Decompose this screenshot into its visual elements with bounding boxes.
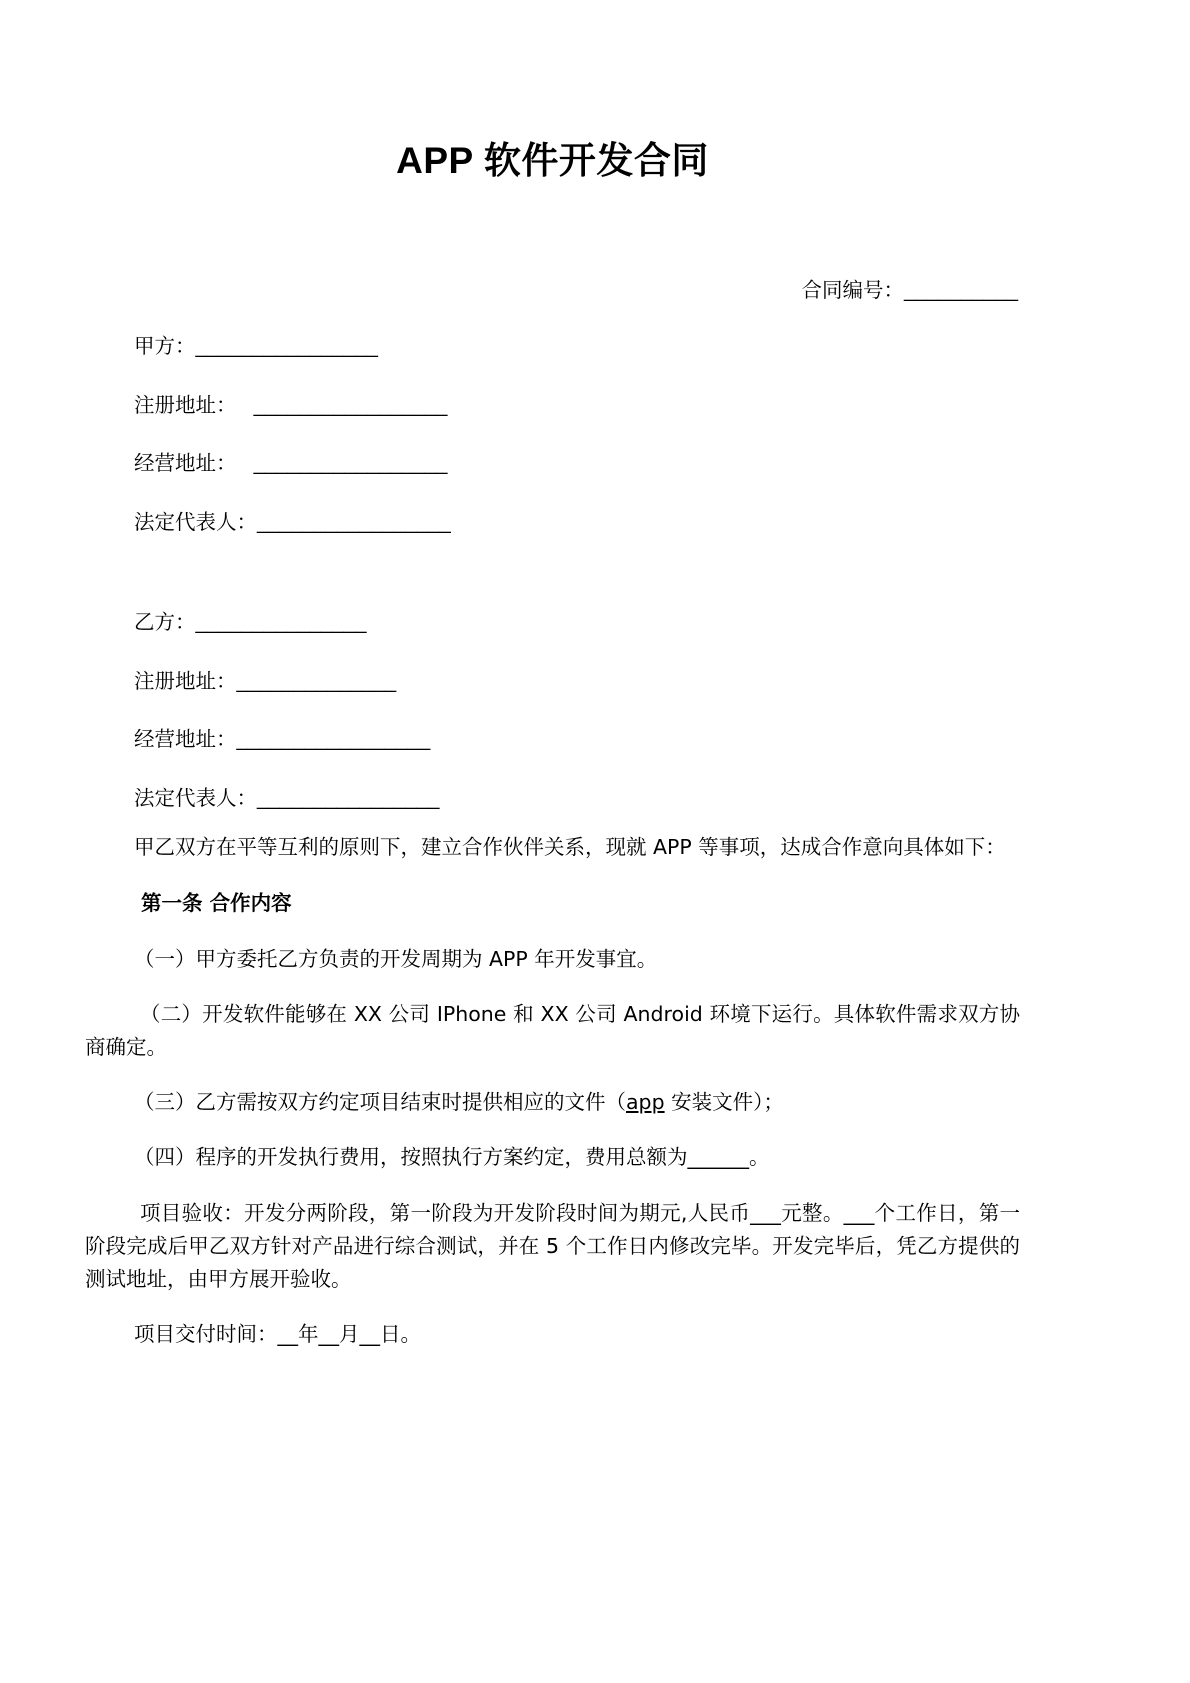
party-b-name-field: 乙方：_______________ (134, 610, 367, 634)
clause-two: （二）开发软件能够在 XX 公司 IPhone 和 XX 公司 Android 环境下运行。具体软件需求双方协商确定。 (85, 1001, 1020, 1060)
acceptance-paragraph: 项目验收：开发分两阶段，第一阶段为开发阶段时间为期元,人民币___元整。___个工作日，第一阶段完成后甲乙双方针对产品进行综合测试，并在 5 个工作日内修改完毕。开发完毕后，凭乙方提供的测试地址，由甲方展开验收。 (85, 1200, 1020, 1292)
party-a-name-field: 甲方：________________ (134, 334, 378, 358)
party-b-block (85, 608, 1020, 814)
contract-number-field: 合同编号：__________ (801, 279, 1018, 303)
party-a-business-address-field: 经营地址： _________________ (134, 452, 448, 476)
party-b-registered-address-field: 注册地址：______________ (134, 669, 397, 693)
clause-four: （四）程序的开发执行费用，按照执行方案约定，费用总额为______。 (134, 1145, 770, 1170)
party-a-block (85, 332, 1020, 538)
clause-three (85, 1086, 1020, 1119)
party-a-registered-address-field: 注册地址： _________________ (134, 393, 448, 417)
party-b-business-address-field: 经营地址：_________________ (134, 728, 431, 752)
intro-paragraph: 甲乙双方在平等互利的原则下，建立合作伙伴关系，现就 APP 等事项，达成合作意向具体如下： (134, 834, 1006, 859)
clause-one: （一）甲方委托乙方负责的开发周期为 APP 年开发事宜。 (134, 946, 658, 971)
page-title: APP 软件开发合同 (396, 140, 709, 181)
party-a-legal-representative-field: 法定代表人：_________________ (134, 511, 451, 535)
document-content (85, 0, 1020, 1373)
section-one-heading: 第一条 合作内容 (141, 890, 292, 915)
party-b-legal-representative-field: 法定代表人：________________ (134, 786, 440, 810)
app-link[interactable]: app (626, 1090, 665, 1115)
clause-three-suffix: 安装文件）； (664, 1090, 784, 1115)
clause-three-prefix: （三）乙方需按双方约定项目结束时提供相应的文件（ (134, 1090, 626, 1115)
delivery-time-paragraph: 项目交付时间：__年__月__日。 (134, 1322, 421, 1347)
